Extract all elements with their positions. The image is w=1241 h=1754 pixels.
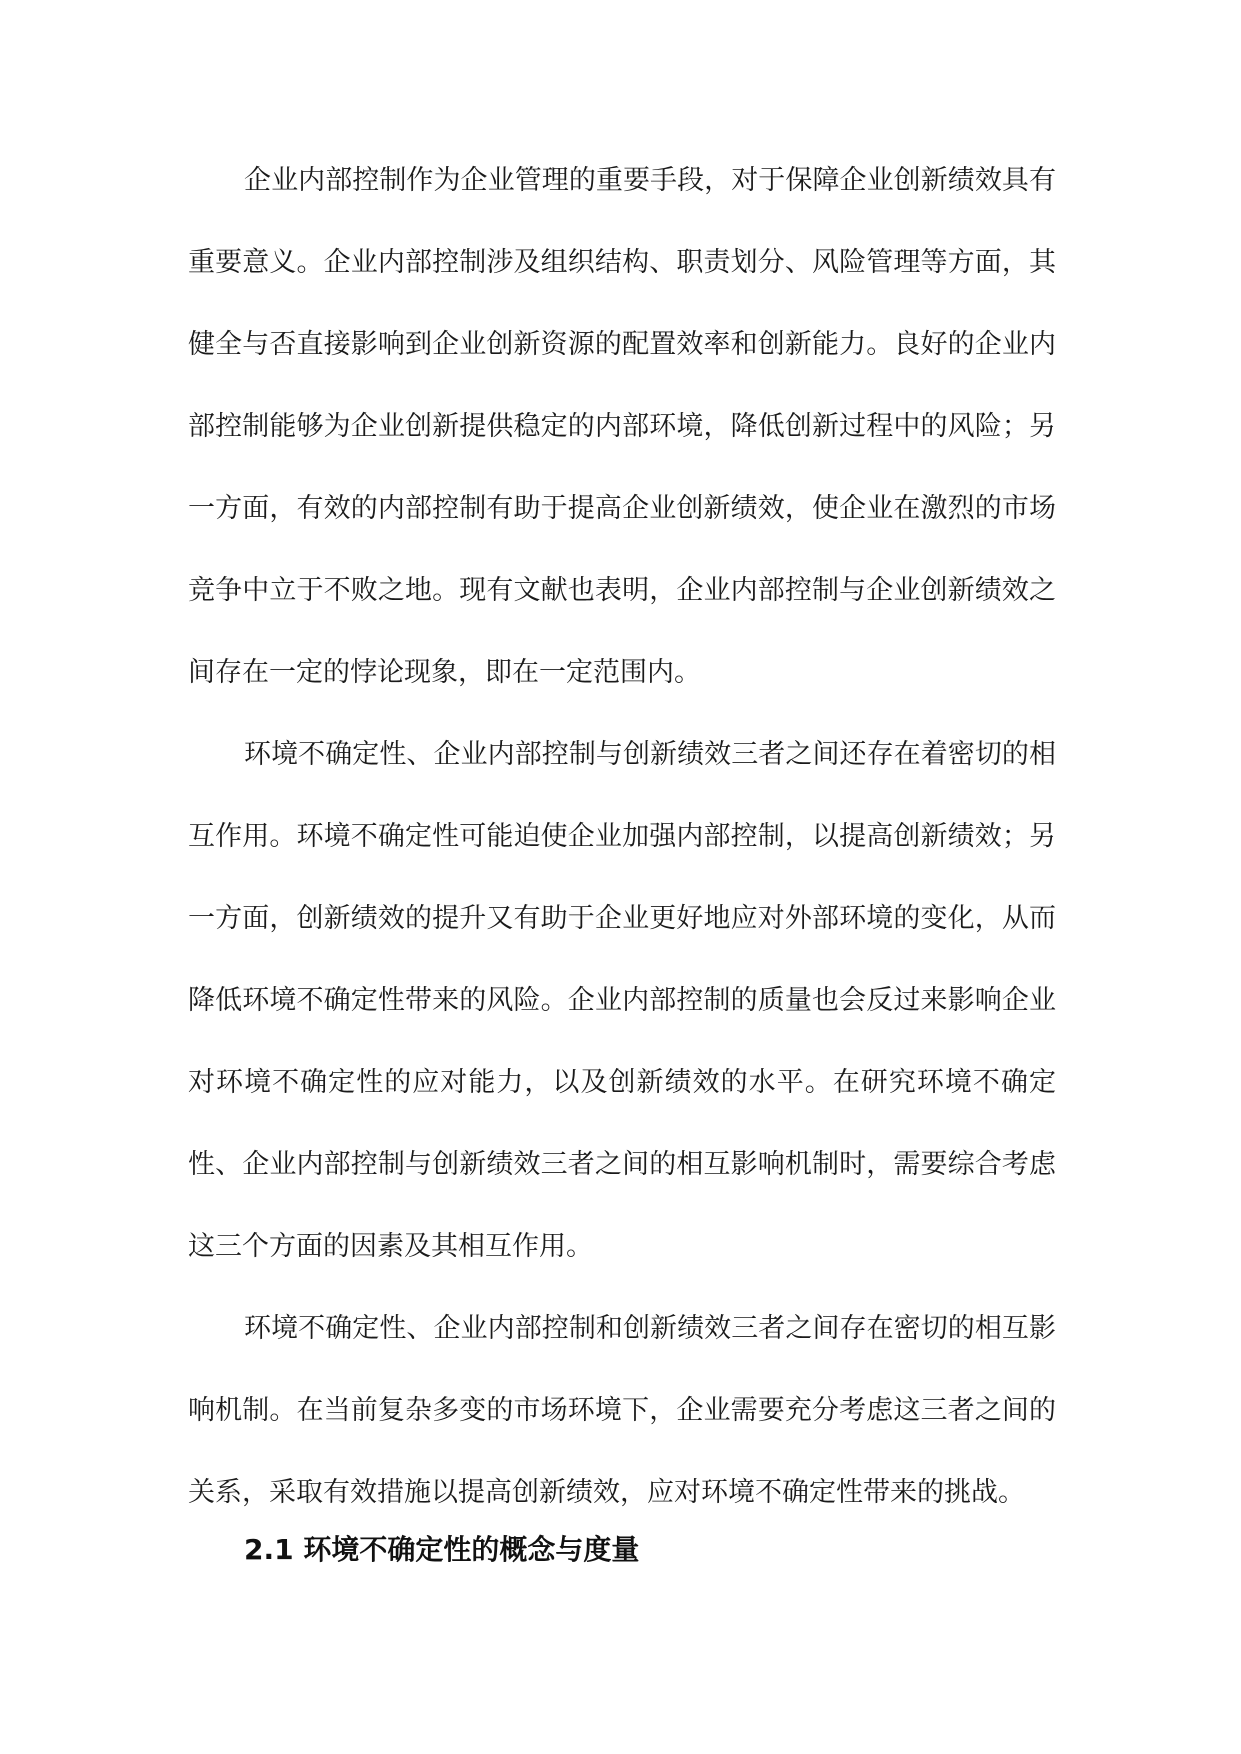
section-heading: 2.1 环境不确定性的概念与度量 <box>244 1533 640 1566</box>
body-text <box>188 140 1056 1534</box>
paragraph-internal-control: 企业内部控制作为企业管理的重要手段，对于保障企业创新绩效具有重要意义。企业内部控制涉及组织结构、职责划分、风险管理等方面，其健全与否直接影响到企业创新资源的配置效率和创新能力。良好的企业内部控制能够为企业创新提供稳定的内部环境，降低创新过程中的风险；另一方面，有效的内部控制有助于提高企业创新绩效，使企业在激烈的市场竞争中立于不败之地。现有文献也表明，企业内部控制与企业创新绩效之间存在一定的悖论现象，即在一定范围内。 <box>188 165 1056 688</box>
paragraph-conclusion: 环境不确定性、企业内部控制和创新绩效三者之间存在密切的相互影响机制。在当前复杂多变的市场环境下，企业需要充分考虑这三者之间的关系，采取有效措施以提高创新绩效，应对环境不确定性带来的挑战。 <box>188 1313 1056 1508</box>
paragraph-interaction: 环境不确定性、企业内部控制与创新绩效三者之间还存在着密切的相互作用。环境不确定性可能迫使企业加强内部控制，以提高创新绩效；另一方面，创新绩效的提升又有助于企业更好地应对外部环境的变化，从而降低环境不确定性带来的风险。企业内部控制的质量也会反过来影响企业对环境不确定性的应对能力，以及创新绩效的水平。在研究环境不确定性、企业内部控制与创新绩效三者之间的相互影响机制时，需要综合考虑这三个方面的因素及其相互作用。 <box>188 739 1056 1262</box>
